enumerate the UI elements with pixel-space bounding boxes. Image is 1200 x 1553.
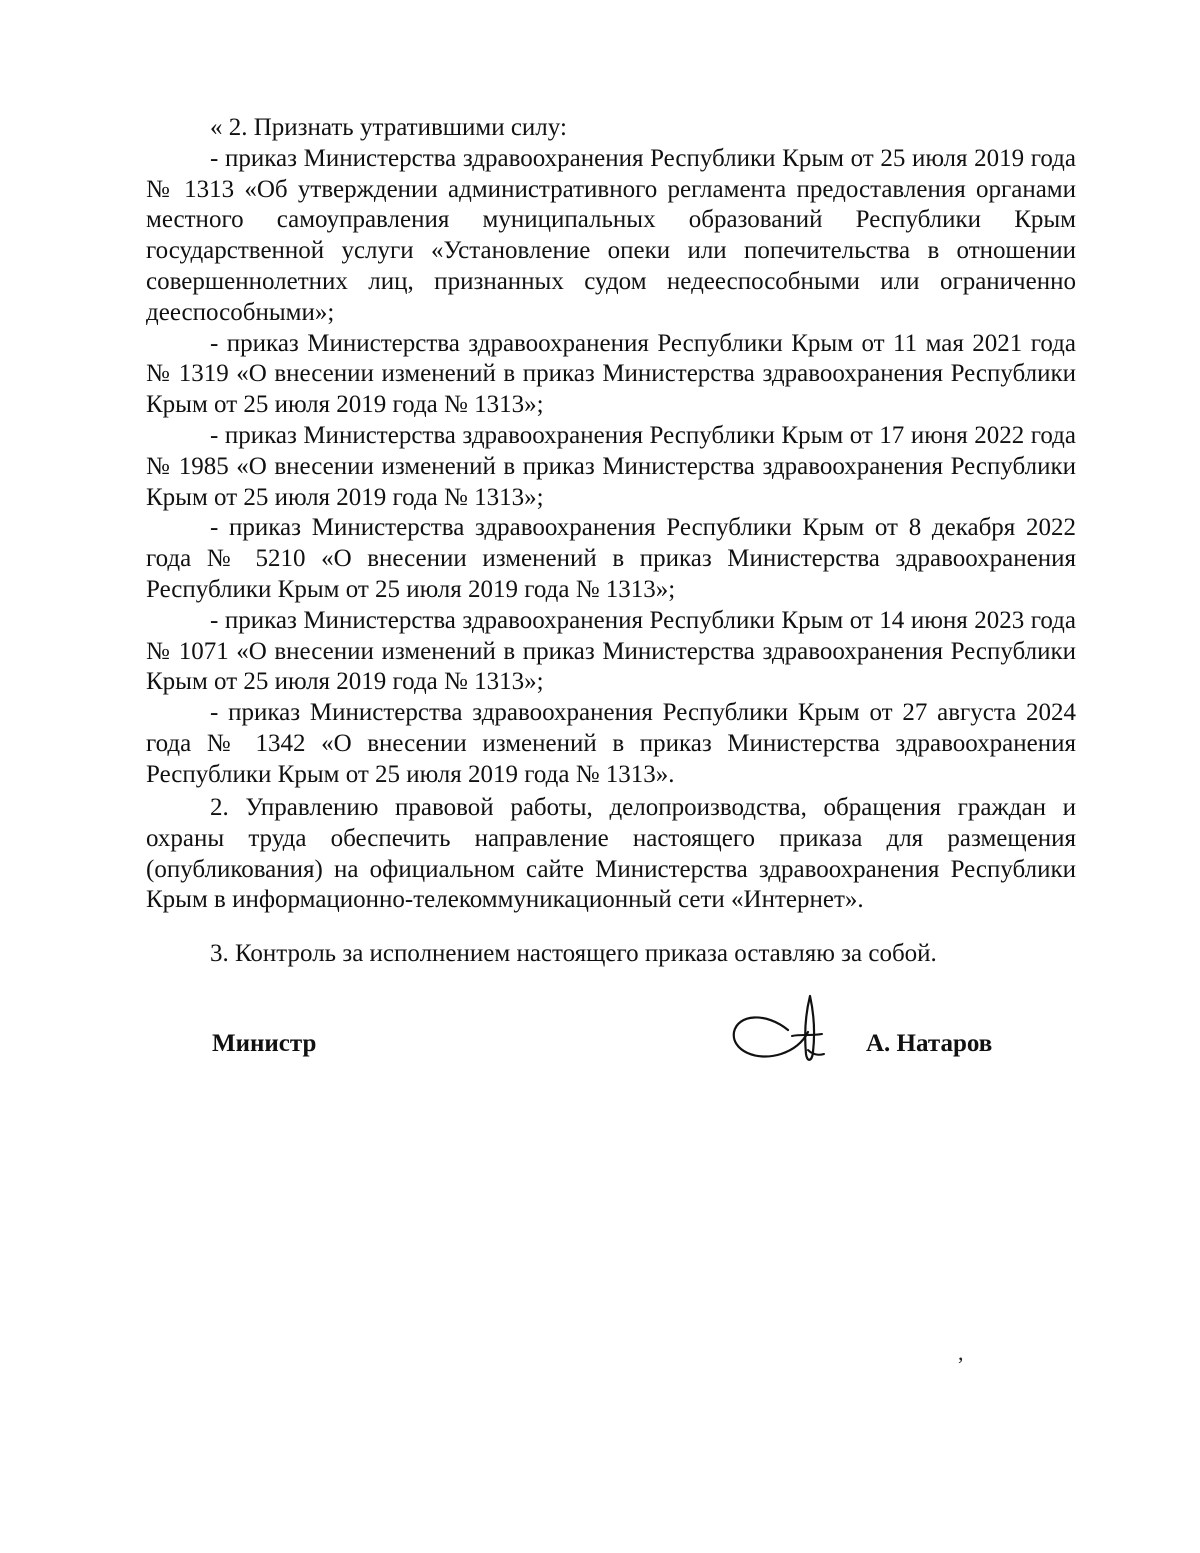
signatory-name: А. Натаров <box>866 1030 993 1057</box>
repealed-item-5: - приказ Министерства здравоохранения Республики Крым от 14 июня 2023 года № 1071 «О внесении изменений в приказ Министерства здравоохранения Республики Крым от 25 июля 2019 года № 1313»; <box>146 606 1076 696</box>
scan-speck: , <box>958 1340 964 1365</box>
clause-2: 2. Управлению правовой работы, делопроизводства, обращения граждан и охраны труда обеспечить направление настоящего приказа для размещения (опубликования) на официальном сайте Министерства здравоохранения Республики Крым в информационно-телекоммуникационный сети «Интернет». <box>146 794 1076 914</box>
repealed-item-3: - приказ Министерства здравоохранения Республики Крым от 17 июня 2022 года № 1985 «О внесении изменений в приказ Министерства здравоохранения Республики Крым от 25 июля 2019 года № 1313»; <box>146 421 1076 511</box>
clause-3-block <box>146 939 1076 970</box>
repealed-item-1: - приказ Министерства здравоохранения Республики Крым от 25 июля 2019 года № 1313 «Об утверждении административного регламента предоставления органами местного самоуправления муниципальных образований Республики Крым государственной услуги «Установление опеки или попечительства в отношении совершеннолетних лиц, признанных судом недееспособными или ограниченно дееспособными»; <box>146 144 1076 326</box>
clause-2-block <box>146 793 1076 916</box>
repealed-item-6: - приказ Министерства здравоохранения Республики Крым от 27 августа 2024 года № 1342 «О внесении изменений в приказ Министерства здравоохранения Республики Крым от 25 июля 2019 года № 1313». <box>146 699 1076 788</box>
document-body <box>146 113 1076 791</box>
signatory-title: Министр <box>212 1030 317 1057</box>
repealed-item-2: - приказ Министерства здравоохранения Республики Крым от 11 мая 2021 года № 1319 «О внесении изменений в приказ Министерства здравоохранения Республики Крым от 25 июля 2019 года № 1313»; <box>146 329 1076 419</box>
section-heading: « 2. Признать утратившими силу: <box>210 114 567 141</box>
clause-3: 3. Контроль за исполнением настоящего приказа оставляю за собой. <box>210 940 937 967</box>
repealed-item-4: - приказ Министерства здравоохранения Республики Крым от 8 декабря 2022 года № 5210 «О внесении изменений в приказ Министерства здравоохранения Республики Крым от 25 июля 2019 года № 1313»; <box>146 514 1076 603</box>
signature-block <box>0 1000 1200 1110</box>
handwritten-signature <box>726 992 836 1072</box>
